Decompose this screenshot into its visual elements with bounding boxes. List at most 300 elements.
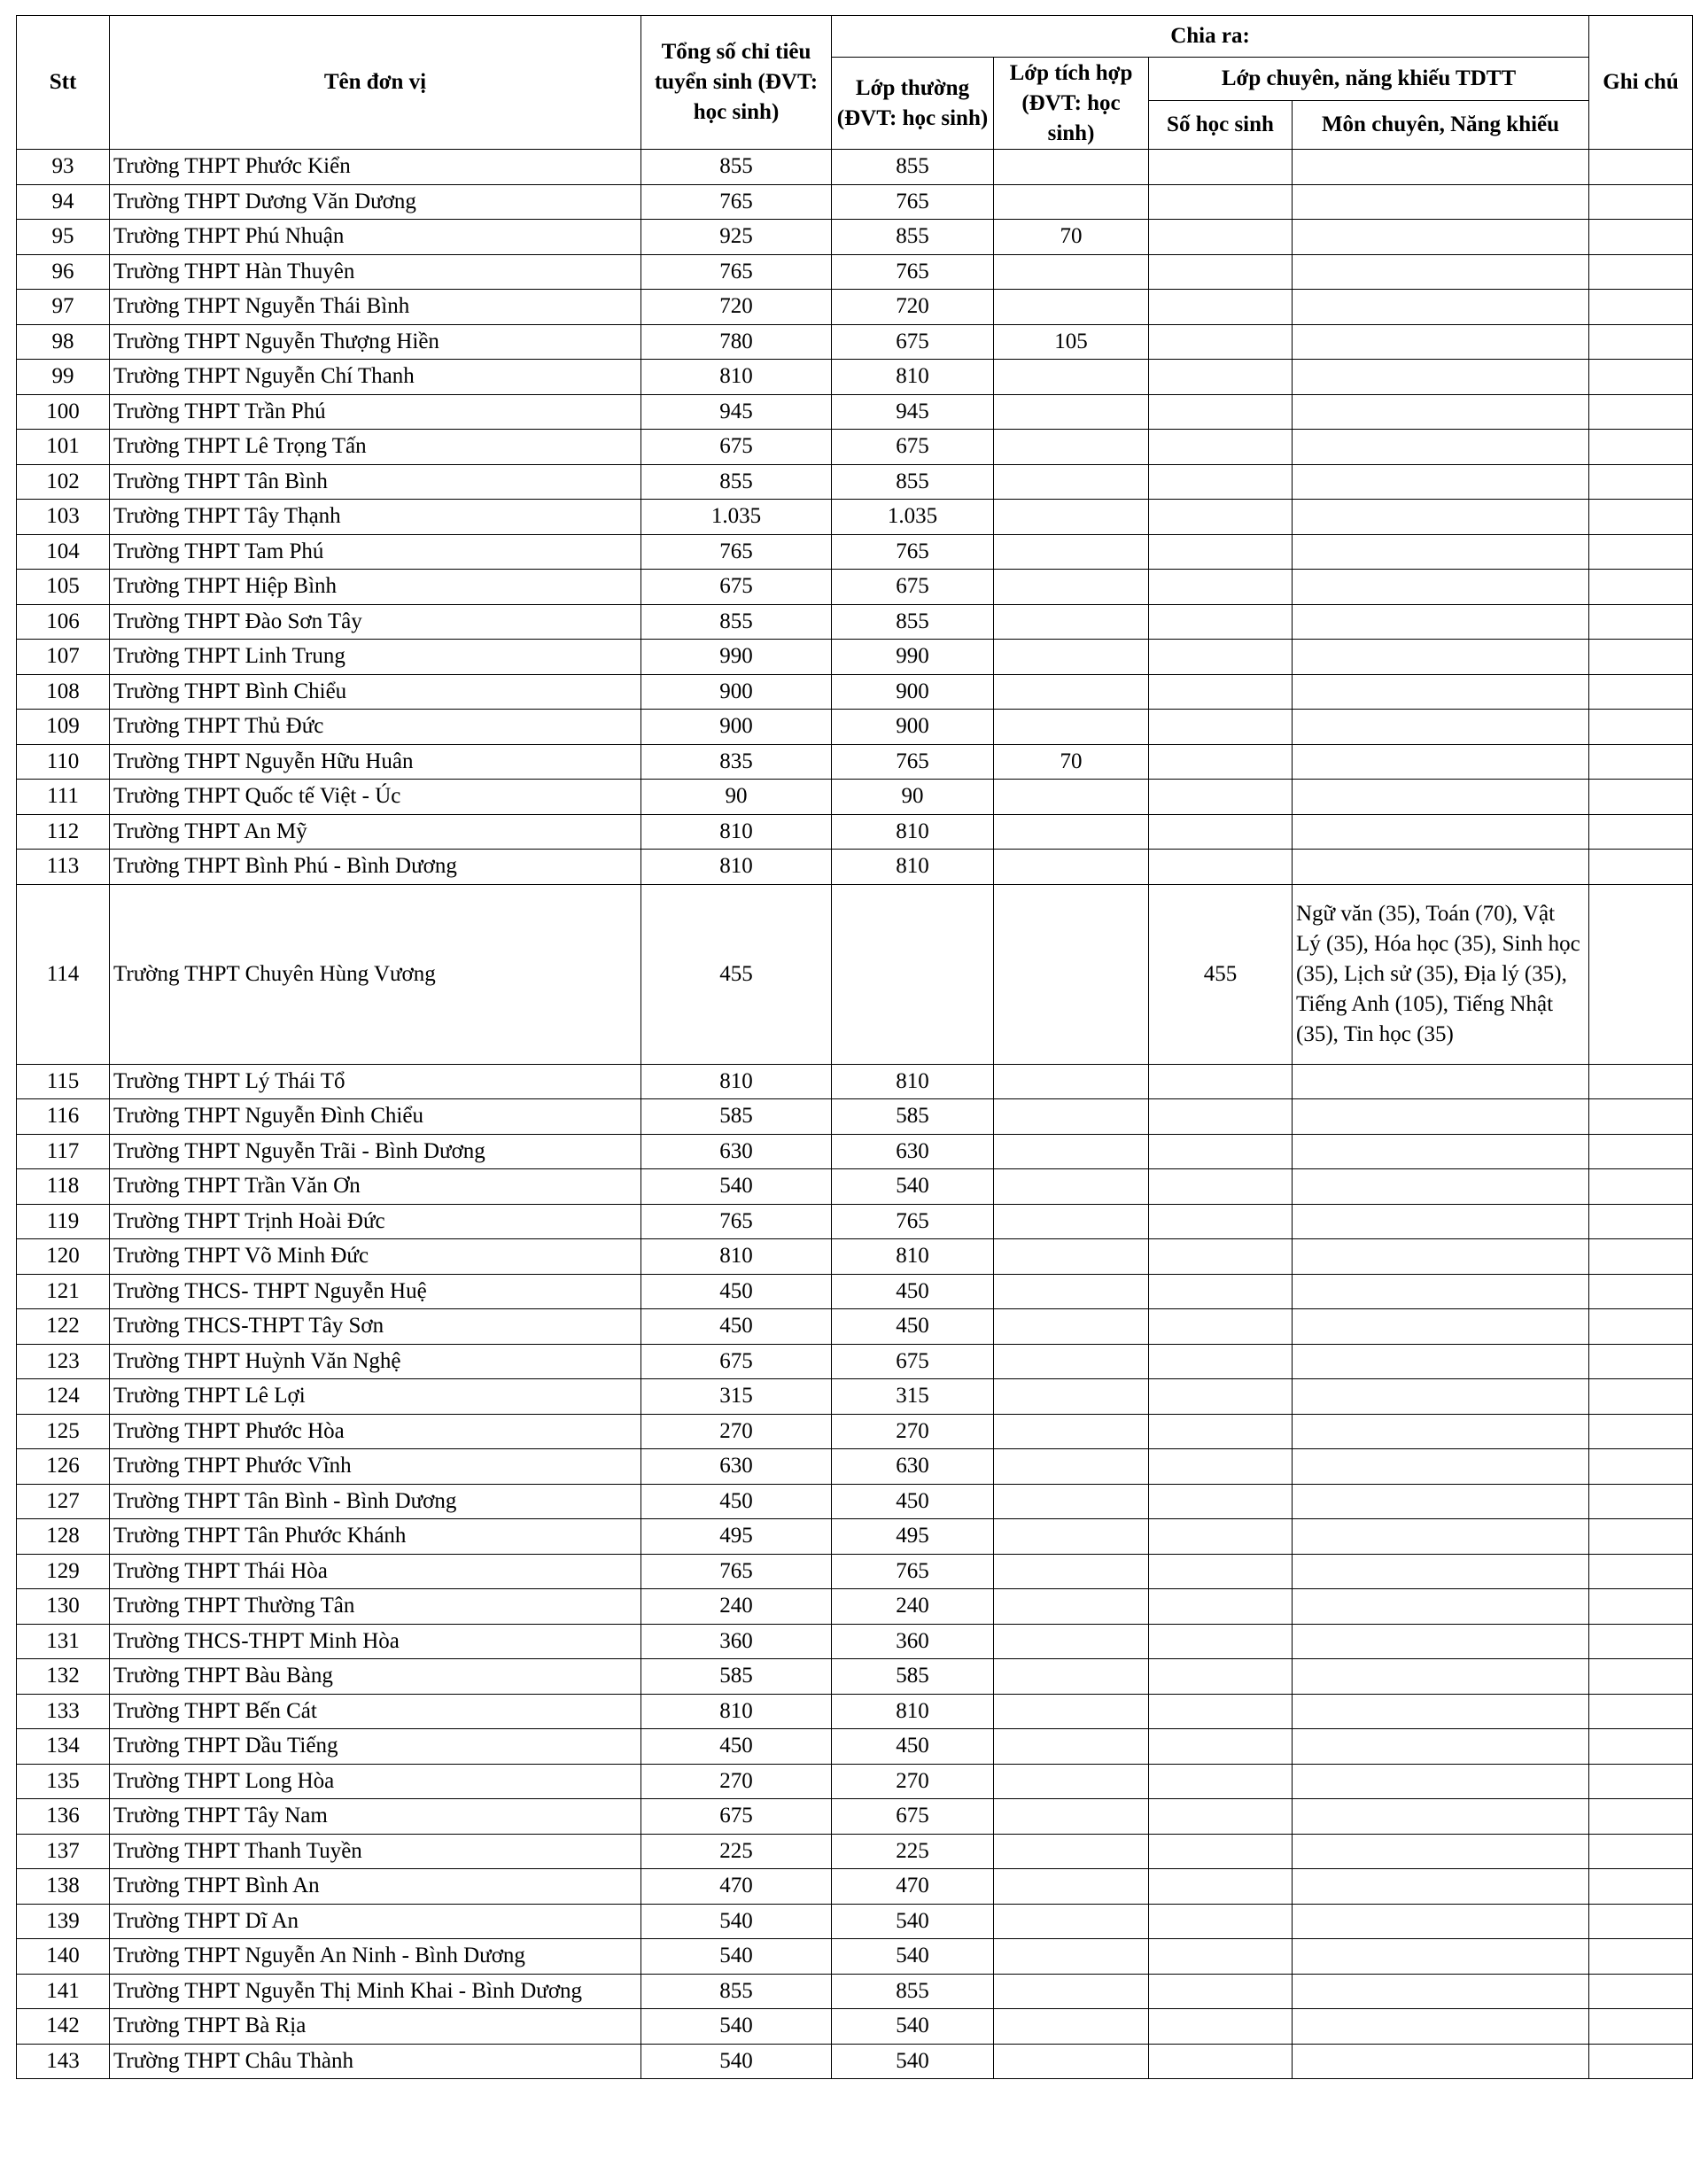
cell-regular: 540 <box>832 1169 994 1205</box>
cell-regular: 470 <box>832 1869 994 1905</box>
cell-stt: 142 <box>17 2009 110 2045</box>
cell-regular: 450 <box>832 1484 994 1519</box>
cell-stt: 103 <box>17 500 110 535</box>
header-note: Ghi chú <box>1589 16 1693 150</box>
cell-unit-name: Trường THPT Tân Bình - Bình Dương <box>110 1484 641 1519</box>
cell-regular: 810 <box>832 360 994 395</box>
cell-gifted-subjects <box>1293 780 1589 815</box>
cell-gifted-subjects <box>1293 1064 1589 1099</box>
cell-gifted-subjects <box>1293 2009 1589 2045</box>
cell-gifted-count <box>1149 710 1293 745</box>
cell-gifted-subjects <box>1293 604 1589 640</box>
table-row <box>17 1624 1693 1659</box>
cell-stt: 101 <box>17 430 110 465</box>
cell-regular: 765 <box>832 184 994 220</box>
table-row <box>17 534 1693 570</box>
cell-gifted-subjects <box>1293 2044 1589 2079</box>
cell-gifted-subjects <box>1293 1239 1589 1275</box>
cell-regular: 270 <box>832 1414 994 1449</box>
cell-gifted-subjects <box>1293 1694 1589 1729</box>
cell-integrated <box>994 1204 1149 1239</box>
cell-unit-name: Trường THPT Long Hòa <box>110 1764 641 1799</box>
cell-integrated: 70 <box>994 220 1149 255</box>
cell-unit-name: Trường THPT Nguyễn Thái Bình <box>110 290 641 325</box>
cell-unit-name: Trường THPT Bến Cát <box>110 1694 641 1729</box>
cell-total: 990 <box>641 640 832 675</box>
cell-gifted-count <box>1149 1484 1293 1519</box>
cell-unit-name: Trường THPT Tân Phước Khánh <box>110 1519 641 1555</box>
cell-regular: 540 <box>832 2044 994 2079</box>
table-row <box>17 394 1693 430</box>
cell-gifted-subjects <box>1293 324 1589 360</box>
cell-integrated <box>994 884 1149 1064</box>
table-row <box>17 1309 1693 1345</box>
cell-integrated <box>994 394 1149 430</box>
cell-unit-name: Trường THPT Thanh Tuyền <box>110 1834 641 1869</box>
cell-stt: 141 <box>17 1974 110 2009</box>
cell-total: 855 <box>641 1974 832 2009</box>
cell-regular: 540 <box>832 2009 994 2045</box>
cell-gifted-count <box>1149 184 1293 220</box>
cell-integrated <box>994 254 1149 290</box>
cell-stt: 125 <box>17 1414 110 1449</box>
cell-regular: 990 <box>832 640 994 675</box>
table-row <box>17 324 1693 360</box>
cell-unit-name: Trường THPT Bình Chiểu <box>110 674 641 710</box>
cell-total: 585 <box>641 1659 832 1695</box>
cell-regular: 450 <box>832 1309 994 1345</box>
cell-total: 540 <box>641 1169 832 1205</box>
cell-stt: 116 <box>17 1099 110 1135</box>
cell-unit-name: Trường THPT Hàn Thuyên <box>110 254 641 290</box>
cell-integrated <box>994 290 1149 325</box>
table-row <box>17 674 1693 710</box>
cell-stt: 115 <box>17 1064 110 1099</box>
table-row <box>17 1764 1693 1799</box>
cell-total: 765 <box>641 1554 832 1589</box>
cell-stt: 95 <box>17 220 110 255</box>
cell-gifted-count <box>1149 604 1293 640</box>
cell-stt: 118 <box>17 1169 110 1205</box>
cell-total: 810 <box>641 850 832 885</box>
table-row <box>17 570 1693 605</box>
cell-gifted-count <box>1149 1134 1293 1169</box>
cell-integrated <box>994 1309 1149 1345</box>
cell-regular: 630 <box>832 1134 994 1169</box>
cell-unit-name: Trường THPT Tây Thạnh <box>110 500 641 535</box>
cell-gifted-count <box>1149 1694 1293 1729</box>
table-row <box>17 430 1693 465</box>
cell-note <box>1589 1064 1693 1099</box>
cell-stt: 111 <box>17 780 110 815</box>
cell-stt: 143 <box>17 2044 110 2079</box>
cell-total: 630 <box>641 1134 832 1169</box>
cell-unit-name: Trường THCS- THPT Nguyễn Huệ <box>110 1274 641 1309</box>
table-row <box>17 640 1693 675</box>
cell-regular: 90 <box>832 780 994 815</box>
cell-note <box>1589 2009 1693 2045</box>
cell-regular: 855 <box>832 220 994 255</box>
cell-stt: 120 <box>17 1239 110 1275</box>
cell-note <box>1589 1484 1693 1519</box>
cell-total: 810 <box>641 1239 832 1275</box>
table-row <box>17 1939 1693 1975</box>
cell-stt: 99 <box>17 360 110 395</box>
cell-unit-name: Trường THPT Bình Phú - Bình Dương <box>110 850 641 885</box>
cell-integrated <box>994 1624 1149 1659</box>
cell-gifted-subjects <box>1293 500 1589 535</box>
cell-note <box>1589 1624 1693 1659</box>
cell-integrated: 70 <box>994 744 1149 780</box>
cell-regular: 630 <box>832 1449 994 1485</box>
cell-unit-name: Trường THPT Võ Minh Đức <box>110 1239 641 1275</box>
header-total-quota: Tổng số chỉ tiêu tuyển sinh (ĐVT: học sinh) <box>641 16 832 150</box>
cell-stt: 107 <box>17 640 110 675</box>
cell-stt: 98 <box>17 324 110 360</box>
cell-regular: 540 <box>832 1939 994 1975</box>
cell-stt: 108 <box>17 674 110 710</box>
table-row <box>17 1659 1693 1695</box>
cell-total: 945 <box>641 394 832 430</box>
cell-integrated <box>994 1729 1149 1765</box>
cell-total: 765 <box>641 254 832 290</box>
cell-stt: 134 <box>17 1729 110 1765</box>
cell-unit-name: Trường THPT Nguyễn Đình Chiểu <box>110 1099 641 1135</box>
cell-gifted-count <box>1149 1309 1293 1345</box>
cell-gifted-count <box>1149 1904 1293 1939</box>
cell-gifted-count <box>1149 814 1293 850</box>
cell-integrated <box>994 1904 1149 1939</box>
cell-regular: 675 <box>832 1799 994 1835</box>
cell-total: 470 <box>641 1869 832 1905</box>
cell-gifted-subjects <box>1293 710 1589 745</box>
cell-gifted-subjects <box>1293 1589 1589 1625</box>
cell-stt: 109 <box>17 710 110 745</box>
cell-total: 855 <box>641 604 832 640</box>
cell-stt: 129 <box>17 1554 110 1589</box>
cell-total: 900 <box>641 674 832 710</box>
cell-total: 450 <box>641 1484 832 1519</box>
cell-note <box>1589 1974 1693 2009</box>
cell-integrated <box>994 1939 1149 1975</box>
header-unit-name: Tên đơn vị <box>110 16 641 150</box>
cell-gifted-count <box>1149 1869 1293 1905</box>
cell-gifted-subjects <box>1293 1414 1589 1449</box>
cell-regular: 900 <box>832 710 994 745</box>
cell-unit-name: Trường THPT Nguyễn Trãi - Bình Dương <box>110 1134 641 1169</box>
table-row <box>17 1449 1693 1485</box>
cell-regular: 720 <box>832 290 994 325</box>
cell-integrated <box>994 570 1149 605</box>
cell-gifted-subjects <box>1293 220 1589 255</box>
cell-gifted-subjects <box>1293 1554 1589 1589</box>
cell-stt: 114 <box>17 884 110 1064</box>
cell-gifted-count <box>1149 324 1293 360</box>
cell-unit-name: Trường THPT Dương Văn Dương <box>110 184 641 220</box>
cell-unit-name: Trường THPT Trần Phú <box>110 394 641 430</box>
cell-unit-name: Trường THPT Bình An <box>110 1869 641 1905</box>
cell-stt: 102 <box>17 464 110 500</box>
cell-gifted-count <box>1149 290 1293 325</box>
cell-note <box>1589 814 1693 850</box>
cell-total: 450 <box>641 1309 832 1345</box>
cell-regular: 765 <box>832 534 994 570</box>
cell-unit-name: Trường THPT Lý Thái Tổ <box>110 1064 641 1099</box>
cell-regular: 810 <box>832 850 994 885</box>
cell-unit-name: Trường THPT Bàu Bàng <box>110 1659 641 1695</box>
cell-regular: 225 <box>832 1834 994 1869</box>
cell-gifted-subjects <box>1293 1974 1589 2009</box>
cell-unit-name: Trường THPT Trịnh Hoài Đức <box>110 1204 641 1239</box>
cell-note <box>1589 1414 1693 1449</box>
cell-integrated <box>994 2009 1149 2045</box>
cell-note <box>1589 1449 1693 1485</box>
cell-note <box>1589 1344 1693 1379</box>
cell-integrated <box>994 184 1149 220</box>
header-stt: Stt <box>17 16 110 150</box>
cell-total: 780 <box>641 324 832 360</box>
cell-total: 495 <box>641 1519 832 1555</box>
table-row <box>17 1344 1693 1379</box>
table-row <box>17 500 1693 535</box>
cell-stt: 113 <box>17 850 110 885</box>
cell-gifted-count <box>1149 744 1293 780</box>
cell-integrated <box>994 1519 1149 1555</box>
table-row <box>17 464 1693 500</box>
table-row <box>17 1694 1693 1729</box>
header-gifted-subjects: Môn chuyên, Năng khiếu <box>1293 101 1589 150</box>
table-row <box>17 1589 1693 1625</box>
cell-gifted-count <box>1149 464 1293 500</box>
cell-gifted-subjects <box>1293 1904 1589 1939</box>
cell-gifted-subjects <box>1293 150 1589 185</box>
cell-unit-name: Trường THPT Phước Kiển <box>110 150 641 185</box>
cell-total: 810 <box>641 814 832 850</box>
cell-gifted-count <box>1149 2009 1293 2045</box>
cell-unit-name: Trường THPT Lê Lợi <box>110 1379 641 1415</box>
cell-total: 585 <box>641 1099 832 1135</box>
cell-gifted-count <box>1149 1204 1293 1239</box>
cell-unit-name: Trường THPT Thái Hòa <box>110 1554 641 1589</box>
table-row <box>17 290 1693 325</box>
cell-gifted-count <box>1149 1344 1293 1379</box>
cell-total: 540 <box>641 1939 832 1975</box>
cell-integrated <box>994 430 1149 465</box>
cell-gifted-count <box>1149 1589 1293 1625</box>
cell-gifted-subjects <box>1293 184 1589 220</box>
cell-integrated <box>994 1764 1149 1799</box>
cell-note <box>1589 1134 1693 1169</box>
cell-total: 455 <box>641 884 832 1064</box>
table-row <box>17 1274 1693 1309</box>
cell-gifted-count <box>1149 850 1293 885</box>
cell-unit-name: Trường THPT Bà Rịa <box>110 2009 641 2045</box>
header-integrated-class: Lớp tích hợp (ĐVT: học sinh) <box>994 58 1149 150</box>
cell-total: 765 <box>641 184 832 220</box>
cell-stt: 128 <box>17 1519 110 1555</box>
cell-stt: 104 <box>17 534 110 570</box>
cell-unit-name: Trường THPT Lê Trọng Tấn <box>110 430 641 465</box>
cell-note <box>1589 1519 1693 1555</box>
cell-unit-name: Trường THPT Hiệp Bình <box>110 570 641 605</box>
table-row <box>17 1064 1693 1099</box>
cell-total: 90 <box>641 780 832 815</box>
cell-integrated <box>994 1869 1149 1905</box>
cell-gifted-count <box>1149 430 1293 465</box>
cell-note <box>1589 1169 1693 1205</box>
table-row <box>17 780 1693 815</box>
cell-gifted-subjects <box>1293 430 1589 465</box>
cell-total: 540 <box>641 2044 832 2079</box>
cell-unit-name: Trường THPT Huỳnh Văn Nghệ <box>110 1344 641 1379</box>
cell-note <box>1589 1099 1693 1135</box>
cell-note <box>1589 1309 1693 1345</box>
cell-stt: 130 <box>17 1589 110 1625</box>
table-row <box>17 2009 1693 2045</box>
cell-stt: 131 <box>17 1624 110 1659</box>
cell-gifted-subjects <box>1293 1659 1589 1695</box>
header-regular-class: Lớp thường (ĐVT: học sinh) <box>832 58 994 150</box>
cell-integrated <box>994 150 1149 185</box>
cell-regular: 855 <box>832 150 994 185</box>
cell-total: 675 <box>641 1799 832 1835</box>
cell-total: 810 <box>641 360 832 395</box>
cell-integrated <box>994 1834 1149 1869</box>
cell-stt: 100 <box>17 394 110 430</box>
cell-unit-name: Trường THPT Phước Hòa <box>110 1414 641 1449</box>
cell-total: 450 <box>641 1274 832 1309</box>
cell-regular: 675 <box>832 1344 994 1379</box>
cell-stt: 106 <box>17 604 110 640</box>
cell-gifted-subjects <box>1293 1834 1589 1869</box>
cell-regular: 810 <box>832 814 994 850</box>
cell-integrated <box>994 360 1149 395</box>
cell-gifted-subjects <box>1293 1449 1589 1485</box>
table-row <box>17 814 1693 850</box>
cell-stt: 93 <box>17 150 110 185</box>
cell-note <box>1589 1589 1693 1625</box>
cell-note <box>1589 1939 1693 1975</box>
cell-note <box>1589 1694 1693 1729</box>
cell-note <box>1589 290 1693 325</box>
cell-integrated <box>994 1134 1149 1169</box>
cell-note <box>1589 324 1693 360</box>
cell-gifted-count <box>1149 534 1293 570</box>
cell-integrated <box>994 1344 1149 1379</box>
cell-note <box>1589 1799 1693 1835</box>
cell-regular: 540 <box>832 1904 994 1939</box>
cell-integrated <box>994 1169 1149 1205</box>
cell-stt: 140 <box>17 1939 110 1975</box>
cell-gifted-count <box>1149 640 1293 675</box>
table-row <box>17 1169 1693 1205</box>
cell-total: 315 <box>641 1379 832 1415</box>
cell-regular: 810 <box>832 1694 994 1729</box>
cell-stt: 132 <box>17 1659 110 1695</box>
table-row <box>17 710 1693 745</box>
cell-regular: 855 <box>832 1974 994 2009</box>
cell-integrated <box>994 500 1149 535</box>
cell-note <box>1589 884 1693 1064</box>
cell-unit-name: Trường THPT Nguyễn Chí Thanh <box>110 360 641 395</box>
cell-integrated <box>994 674 1149 710</box>
table-row <box>17 1134 1693 1169</box>
cell-gifted-count <box>1149 1449 1293 1485</box>
cell-total: 855 <box>641 464 832 500</box>
cell-total: 765 <box>641 534 832 570</box>
header-gifted-class: Lớp chuyên, năng khiếu TDTT <box>1149 58 1589 101</box>
cell-regular: 450 <box>832 1729 994 1765</box>
cell-gifted-subjects <box>1293 674 1589 710</box>
cell-gifted-count <box>1149 1379 1293 1415</box>
cell-integrated <box>994 1064 1149 1099</box>
cell-gifted-subjects <box>1293 1939 1589 1975</box>
cell-regular: 765 <box>832 254 994 290</box>
table-row <box>17 1904 1693 1939</box>
cell-regular: 450 <box>832 1274 994 1309</box>
cell-gifted-count <box>1149 1064 1293 1099</box>
cell-total: 675 <box>641 1344 832 1379</box>
table-row <box>17 1099 1693 1135</box>
cell-regular: 1.035 <box>832 500 994 535</box>
cell-gifted-count <box>1149 254 1293 290</box>
cell-note <box>1589 850 1693 885</box>
cell-note <box>1589 430 1693 465</box>
cell-total: 360 <box>641 1624 832 1659</box>
cell-regular: 585 <box>832 1099 994 1135</box>
cell-gifted-count <box>1149 150 1293 185</box>
cell-gifted-subjects <box>1293 1134 1589 1169</box>
cell-unit-name: Trường THPT Nguyễn An Ninh - Bình Dương <box>110 1939 641 1975</box>
header-breakdown: Chia ra: <box>832 16 1589 58</box>
cell-gifted-count <box>1149 1834 1293 1869</box>
cell-gifted-subjects <box>1293 570 1589 605</box>
cell-note <box>1589 744 1693 780</box>
cell-gifted-subjects <box>1293 1204 1589 1239</box>
enrollment-table <box>16 15 1693 2079</box>
cell-integrated <box>994 1554 1149 1589</box>
cell-integrated <box>994 1484 1149 1519</box>
cell-gifted-subjects <box>1293 534 1589 570</box>
cell-regular <box>832 884 994 1064</box>
cell-gifted-subjects <box>1293 814 1589 850</box>
table-row <box>17 1729 1693 1765</box>
cell-total: 240 <box>641 1589 832 1625</box>
cell-integrated <box>994 1974 1149 2009</box>
cell-gifted-subjects <box>1293 1309 1589 1345</box>
cell-gifted-subjects <box>1293 464 1589 500</box>
table-body <box>17 150 1693 2079</box>
cell-unit-name: Trường THPT Phú Nhuận <box>110 220 641 255</box>
cell-total: 270 <box>641 1764 832 1799</box>
cell-integrated <box>994 1414 1149 1449</box>
cell-unit-name: Trường THPT Tây Nam <box>110 1799 641 1835</box>
cell-gifted-subjects <box>1293 1484 1589 1519</box>
cell-regular: 900 <box>832 674 994 710</box>
cell-note <box>1589 220 1693 255</box>
cell-gifted-count <box>1149 1169 1293 1205</box>
cell-note <box>1589 2044 1693 2079</box>
cell-unit-name: Trường THPT Nguyễn Thị Minh Khai - Bình Dương <box>110 1974 641 2009</box>
cell-note <box>1589 394 1693 430</box>
cell-regular: 270 <box>832 1764 994 1799</box>
cell-note <box>1589 1274 1693 1309</box>
cell-gifted-count <box>1149 570 1293 605</box>
cell-integrated <box>994 464 1149 500</box>
cell-stt: 126 <box>17 1449 110 1485</box>
cell-gifted-subjects <box>1293 1869 1589 1905</box>
cell-integrated <box>994 1799 1149 1835</box>
